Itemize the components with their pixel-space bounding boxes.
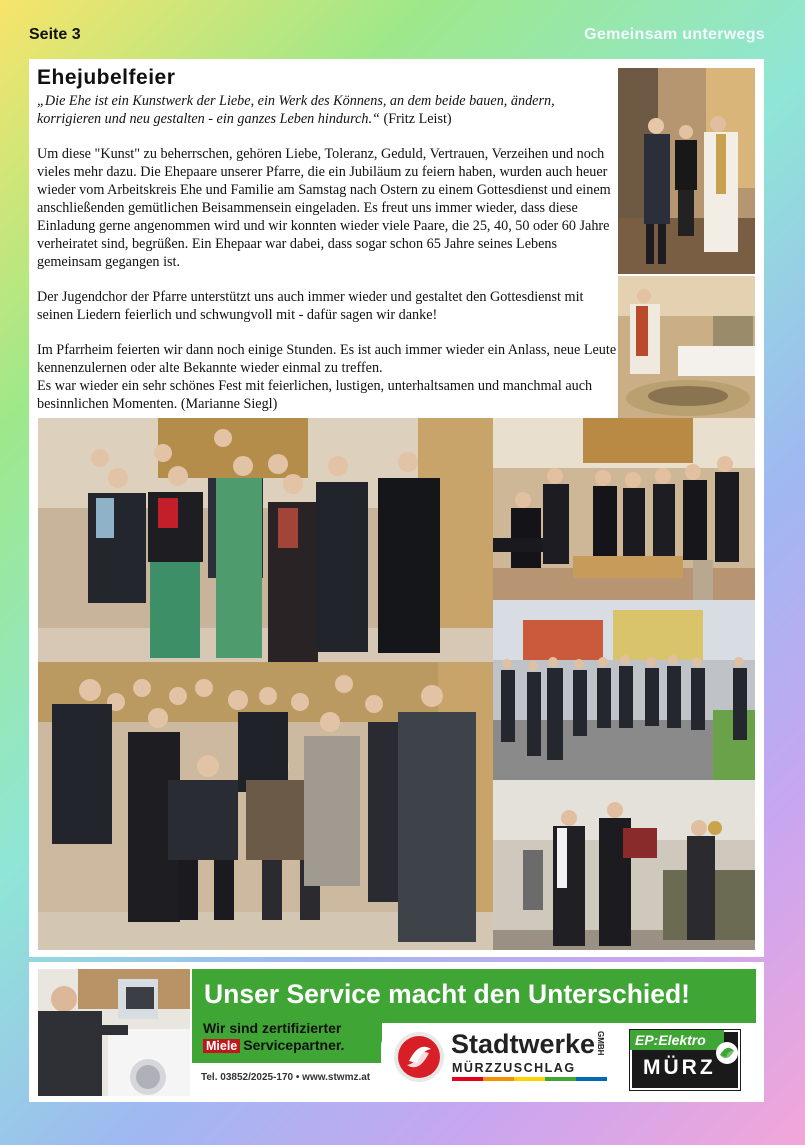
- ad-contact: Tel. 03852/2025-170 • www.stwmz.at: [201, 1072, 371, 1083]
- ep-elektro-name: MÜRZ: [643, 1056, 716, 1079]
- photo-jubilee-couples-group: [38, 418, 493, 662]
- ad-cert-line: [203, 1037, 344, 1053]
- article-paragraph: Es war wieder ein sehr schönes Fest mit feierlichen, lustigen, unterhaltsamen und manchmal auch besinnlichen Momenten. (Marianne Siegl): [37, 378, 593, 412]
- ad-headline-banner: [192, 969, 756, 1023]
- ad-photo-service-technician: [38, 969, 190, 1096]
- miele-logo: Miele: [203, 1039, 240, 1053]
- article-quote: [37, 92, 617, 128]
- photo-musicians: [493, 780, 755, 950]
- photo-jubilee-couples-seated: [38, 662, 493, 950]
- ad-cert-text: Servicepartner.: [243, 1037, 345, 1053]
- article-paragraph: Im Pfarrheim feierten wir dann noch einige Stunden. Es ist auch immer wieder ein Anlass, neue Leute kennenzulernen oder alte Bekannte wieder einmal zu treffen.: [37, 342, 617, 376]
- newsletter-title: Gemeinsam unterwegs: [584, 26, 765, 43]
- ep-swirl-icon: [715, 1041, 739, 1065]
- photo-priest-greeting: [618, 68, 755, 274]
- article-paragraph: Um diese "Kunst" zu beherrschen, gehören Liebe, Toleranz, Geduld, Vertrauen, Verzeihen und noch vieles mehr dazu. Die Ehepaare unserer Pfarre, die ein Jubiläum zu feiern haben, wurden auch heuer wieder vom Arbeitskreis Ehe und Familie am Samstag nach Ostern zu einem Gottesdienst und einem anschließenden gemütlichen Beisammensein eingeladen. Es freut uns immer wieder, dass diese Einladung gerne angenommen wird und wir konnten wieder viele Paare, die 25, 40, 50 oder 60 Jahre verheiratet sind, begrüßen. Ein Ehepaar war dabei, dass sogar schon 65 Jahre seines Lebens gemeinsam gegangen ist.: [37, 146, 611, 270]
- company-name: Stadtwerke: [451, 1029, 596, 1059]
- article-title: Ehejubelfeier: [37, 66, 176, 89]
- photo-outdoor-gathering: [493, 600, 755, 780]
- company-color-stripe: [452, 1077, 607, 1081]
- ad-headline: Unser Service macht den Unterschied!: [204, 979, 691, 1009]
- article-paragraph: Der Jugendchor der Pfarre unterstützt uns auch immer wieder und gestaltet den Gottesdienst mit seinen Liedern feierlich und schwungvoll mit - dafür sagen wir danke!: [37, 289, 584, 323]
- quote-author: (Fritz Leist): [383, 111, 452, 127]
- stadtwerke-logo-icon: [393, 1031, 445, 1083]
- ad-cert-line: Wir sind zertifizierter: [203, 1020, 342, 1036]
- photo-altar: [618, 276, 755, 418]
- article: [37, 66, 617, 430]
- photo-youth-choir: [493, 418, 755, 600]
- quote-text: „Die Ehe ist ein Kunstwerk der Liebe, ein Werk des Könnens, an dem beide bauen, ändern, korrigieren und neu gestalten - ein ganzes Leben hindurch.“: [37, 93, 555, 127]
- ep-elektro-label: EP:Elektro: [635, 1032, 706, 1048]
- company-suffix: GMBH: [596, 1031, 605, 1056]
- page-number: Seite 3: [29, 26, 81, 43]
- advertisement: [29, 962, 764, 1102]
- company-city: MÜRZZUSCHLAG: [452, 1061, 576, 1075]
